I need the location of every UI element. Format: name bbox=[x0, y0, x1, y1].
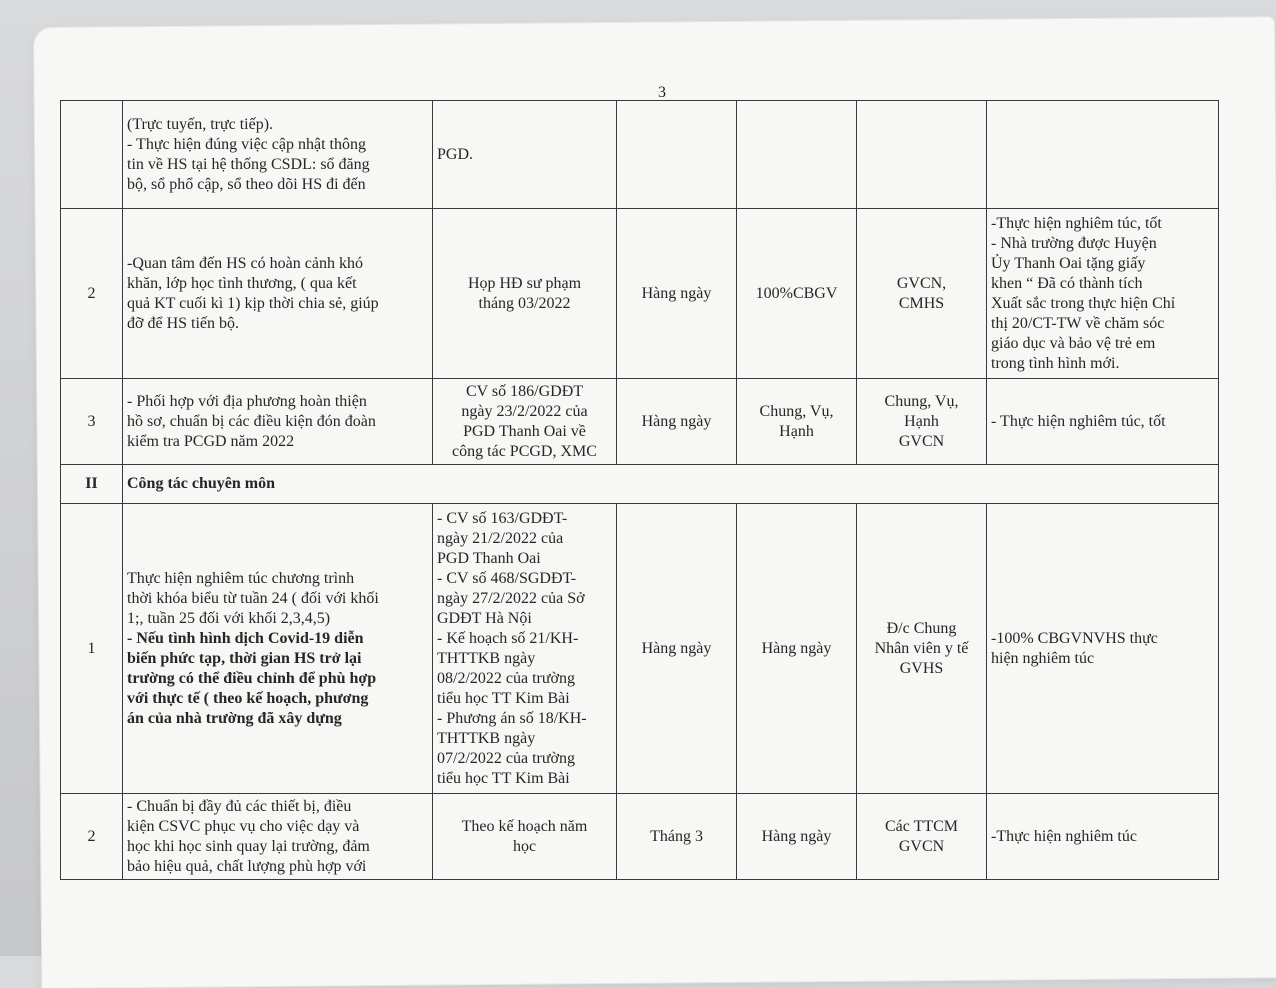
content-cell: Thực hiện nghiêm túc chương trình thời khóa biểu từ tuần 24 ( đối với khối 1;, tuần 25 đối với khối 2,3,4,5) - Nếu tình hình dịch Covid-19 diễn biến phức tạp, thời gian HS trở lại trường có thể điều chỉnh để phù hợp với thực tế ( theo kế hoạch, phương án của nhà trường đã xây dựng bbox=[123, 504, 433, 794]
table-row bbox=[61, 101, 1219, 209]
basis-cell: - CV số 163/GDĐT- ngày 21/2/2022 của PGD Thanh Oai - CV số 468/SGDĐT- ngày 27/2/2022 của Sở GDĐT Hà Nội - Kế hoạch số 21/KH- THTTKB ngày 08/2/2022 của trường tiểu học TT Kim Bài - Phương án số 18/KH- THTTKB ngày 07/2/2022 của trường tiểu học TT Kim Bài bbox=[433, 504, 617, 794]
content-cell: (Trực tuyến, trực tiếp). - Thực hiện đúng việc cập nhật thông tin về HS tại hệ thống CSDL: sổ đăng bộ, sổ phổ cập, sổ theo dõi HS đi đến bbox=[123, 101, 433, 209]
row-number: 1 bbox=[61, 504, 123, 794]
section-row bbox=[61, 465, 1219, 504]
basis-cell: PGD. bbox=[433, 101, 617, 209]
result-cell bbox=[987, 101, 1219, 209]
result-cell: - Thực hiện nghiêm túc, tốt bbox=[987, 379, 1219, 465]
table-row bbox=[61, 794, 1219, 880]
time-cell: Hàng ngày bbox=[617, 504, 737, 794]
row-number: 2 bbox=[61, 209, 123, 379]
person-cell: Đ/c Chung Nhân viên y tế GVHS bbox=[857, 504, 987, 794]
content-cell: - Chuẩn bị đầy đủ các thiết bị, điều kiện CSVC phục vụ cho việc dạy và học khi học sinh quay lại trường, đảm bảo hiệu quả, chất lượng phù hợp với bbox=[123, 794, 433, 880]
table-row bbox=[61, 209, 1219, 379]
basis-cell: CV số 186/GDĐT ngày 23/2/2022 của PGD Thanh Oai về công tác PCGD, XMC bbox=[433, 379, 617, 465]
result-cell: -Thực hiện nghiêm túc bbox=[987, 794, 1219, 880]
target-cell: 100%CBGV bbox=[737, 209, 857, 379]
time-cell: Hàng ngày bbox=[617, 379, 737, 465]
time-cell bbox=[617, 101, 737, 209]
target-cell: Hàng ngày bbox=[737, 794, 857, 880]
row-number: 2 bbox=[61, 794, 123, 880]
page-number: 3 bbox=[658, 84, 666, 101]
section-number: II bbox=[61, 465, 123, 504]
content-cell: -Quan tâm đến HS có hoàn cảnh khó khăn, lớp học tình thương, ( qua kết quả KT cuối kì 1) kịp thời chia sẻ, giúp đỡ để HS tiến bộ. bbox=[123, 209, 433, 379]
content-cell: - Phối hợp với địa phương hoàn thiện hồ sơ, chuẩn bị các điều kiện đón đoàn kiểm tra PCGD năm 2022 bbox=[123, 379, 433, 465]
person-cell bbox=[857, 101, 987, 209]
person-cell: GVCN, CMHS bbox=[857, 209, 987, 379]
person-cell: Chung, Vụ, Hạnh GVCN bbox=[857, 379, 987, 465]
basis-cell: Theo kế hoạch năm học bbox=[433, 794, 617, 880]
target-cell: Chung, Vụ, Hạnh bbox=[737, 379, 857, 465]
row-number: 3 bbox=[61, 379, 123, 465]
row-number bbox=[61, 101, 123, 209]
basis-cell: Họp HĐ sư phạm tháng 03/2022 bbox=[433, 209, 617, 379]
time-cell: Tháng 3 bbox=[617, 794, 737, 880]
section-title: Công tác chuyên môn bbox=[123, 465, 1219, 504]
plan-table bbox=[60, 100, 1219, 880]
table-row bbox=[61, 504, 1219, 794]
target-cell bbox=[737, 101, 857, 209]
result-cell: -100% CBGVNVHS thực hiện nghiêm túc bbox=[987, 504, 1219, 794]
person-cell: Các TTCM GVCN bbox=[857, 794, 987, 880]
target-cell: Hàng ngày bbox=[737, 504, 857, 794]
result-cell: -Thực hiện nghiêm túc, tốt - Nhà trường được Huyện Ủy Thanh Oai tặng giấy khen “ Đã có thành tích Xuất sắc trong thực hiện Chỉ thị 20/CT-TW về chăm sóc giáo dục và bảo vệ trẻ em trong tình hình mới. bbox=[987, 209, 1219, 379]
time-cell: Hàng ngày bbox=[617, 209, 737, 379]
table-row bbox=[61, 379, 1219, 465]
